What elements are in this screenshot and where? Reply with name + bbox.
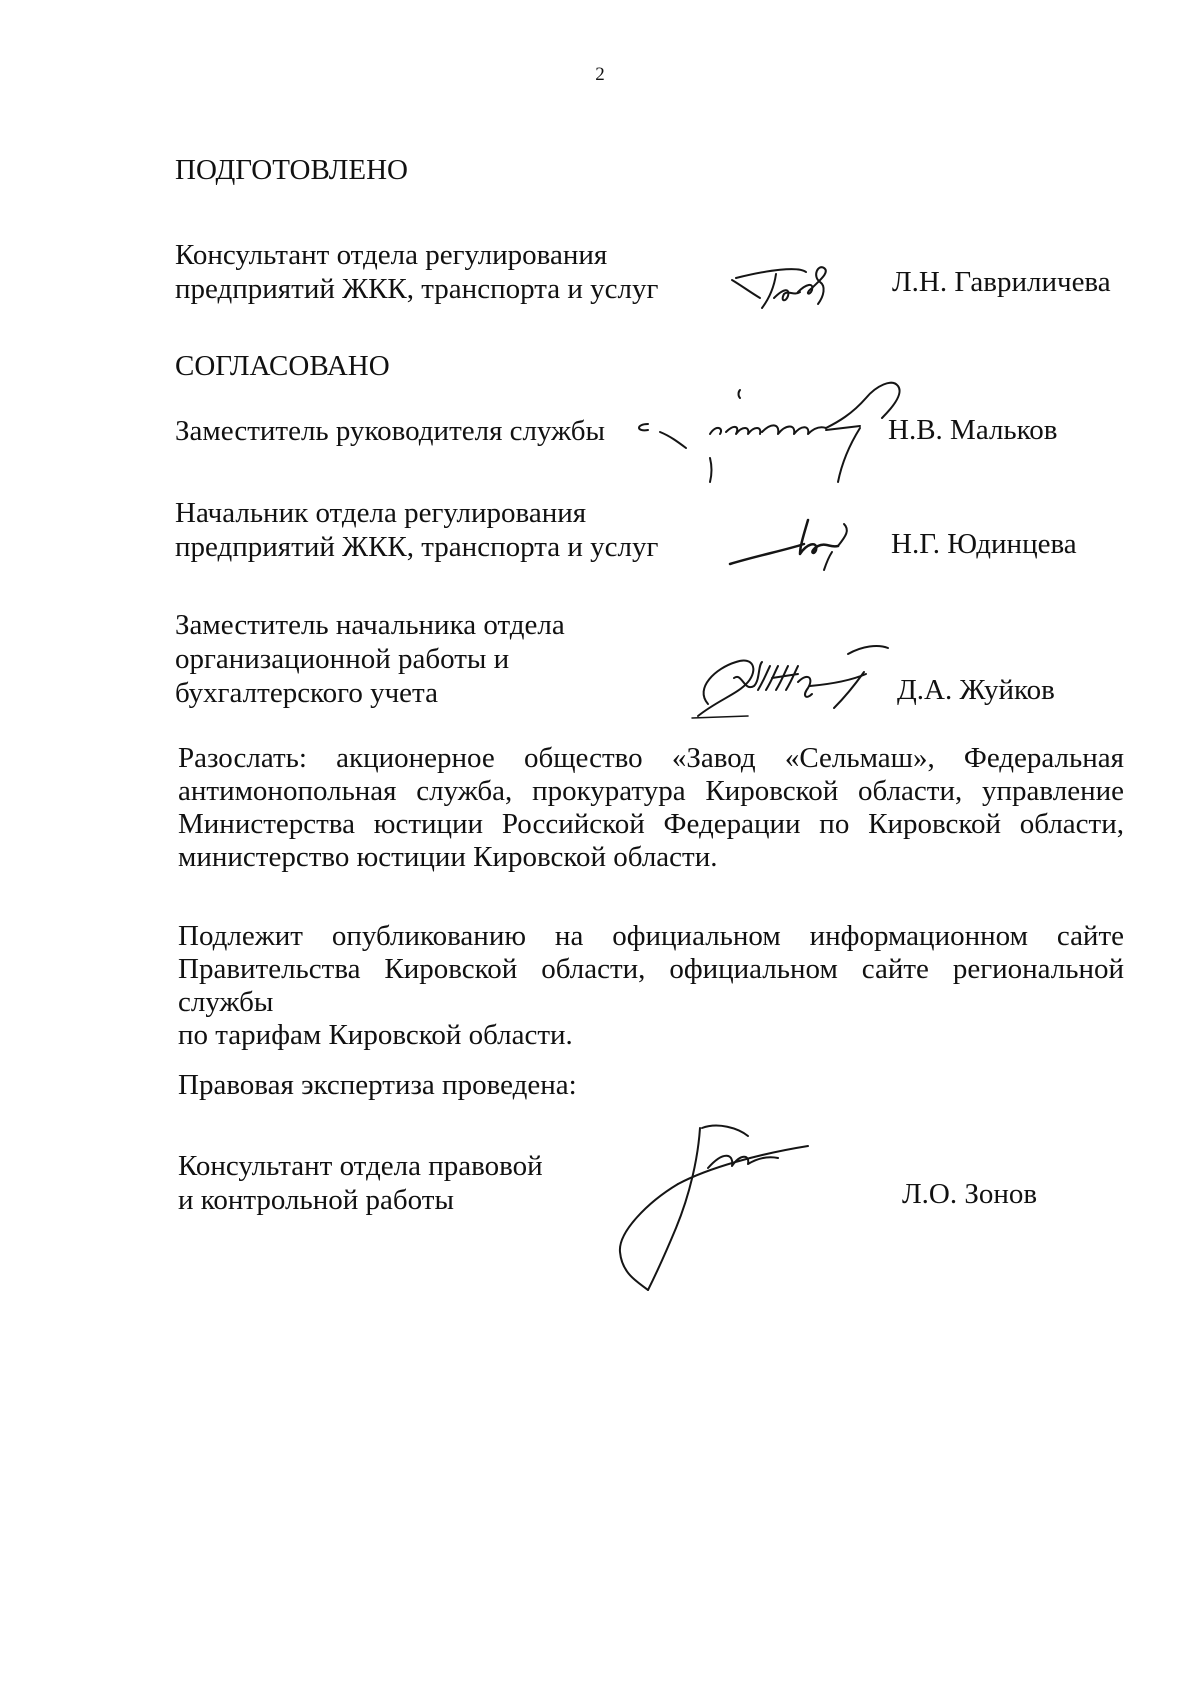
- distribution-line: Министерства юстиции Российской Федерации по Кировской области,: [178, 808, 1124, 840]
- prepared-heading: ПОДГОТОВЛЕНО: [175, 154, 408, 186]
- prepared-position: [175, 238, 658, 306]
- legal-review-position: [178, 1149, 543, 1217]
- publication-line: Правительства Кировской области, официальном сайте региональной службы: [178, 953, 1124, 1018]
- signature-icon: [728, 262, 858, 322]
- signatory-position: [175, 414, 605, 448]
- legal-review-heading: Правовая экспертиза проведена:: [178, 1069, 577, 1101]
- page-number: 2: [595, 64, 605, 85]
- signature-icon: [630, 378, 920, 486]
- distribution-line: антимонопольная служба, прокуратура Кировской области, управление: [178, 775, 1124, 807]
- legal-review-name: Л.О. Зонов: [902, 1178, 1038, 1210]
- publication-paragraph: [178, 920, 1124, 1052]
- position-line: бухгалтерского учета: [175, 677, 438, 709]
- position-line: Консультант отдела правовой: [178, 1150, 543, 1182]
- distribution-line: министерство юстиции Кировской области.: [178, 841, 718, 873]
- signature-icon: [608, 1124, 828, 1294]
- position-line: Заместитель руководителя службы: [175, 415, 606, 447]
- position-line: Консультант отдела регулирования: [175, 239, 608, 271]
- signatory-name: Д.А. Жуйков: [897, 674, 1055, 706]
- publication-line: по тарифам Кировской области.: [178, 1019, 573, 1051]
- signature-icon: [726, 512, 856, 574]
- distribution-line: Разослать: акционерное общество «Завод «Сельмаш», Федеральная: [178, 742, 1124, 774]
- signatory-name: Н.Г. Юдинцева: [891, 528, 1077, 560]
- position-line: Начальник отдела регулирования: [175, 497, 587, 529]
- position-line: предприятий ЖКК, транспорта и услуг: [175, 531, 659, 563]
- distribution-paragraph: [178, 742, 1124, 874]
- signatory-position: [175, 496, 658, 564]
- agreed-heading: СОГЛАСОВАНО: [175, 350, 390, 382]
- prepared-name: Л.Н. Гавриличева: [892, 266, 1111, 298]
- position-line: Заместитель начальника отдела: [175, 609, 565, 641]
- publication-line: Подлежит опубликованию на официальном информационном сайте: [178, 920, 1124, 952]
- signature-icon: [688, 634, 928, 726]
- signatory-name: Н.В. Мальков: [888, 414, 1058, 446]
- position-line: предприятий ЖКК, транспорта и услуг: [175, 273, 659, 305]
- position-line: и контрольной работы: [178, 1184, 454, 1216]
- position-line: организационной работы и: [175, 643, 510, 675]
- signatory-position: [175, 608, 565, 710]
